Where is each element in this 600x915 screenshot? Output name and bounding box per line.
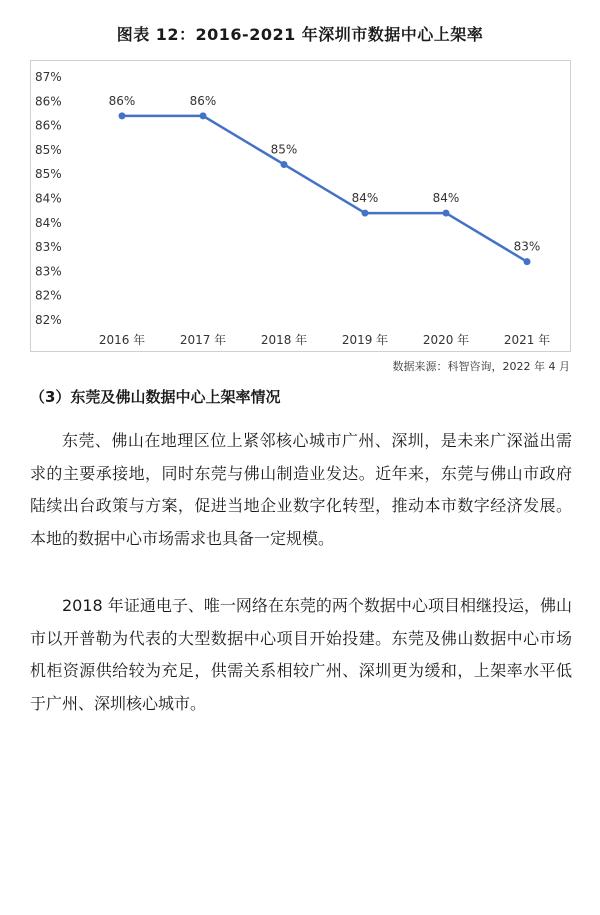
data-point xyxy=(200,112,207,119)
data-point xyxy=(362,210,369,217)
section-heading: （3）东莞及佛山数据中心上架率情况 xyxy=(30,388,281,406)
y-tick-label: 83% xyxy=(35,240,62,255)
paragraph-2: 2018 年证通电子、唯一网络在东莞的两个数据中心项目相继投运，佛山市以开普勒为代表的大型数据中心项目开始投建。东莞及佛山数据中心市场机柜资源供给较为充足，供需关系相较广州、深圳更为缓和，上架率水平低于广州、深圳核心城市。 xyxy=(30,596,572,713)
y-tick-label: 86% xyxy=(35,94,62,109)
data-point xyxy=(443,210,450,217)
data-label: 85% xyxy=(270,142,298,157)
data-label: 84% xyxy=(351,191,379,206)
figure-title: 图表 12：2016-2021 年深圳市数据中心上架率 xyxy=(116,25,484,44)
x-tick-label: 2020 年 xyxy=(422,333,470,347)
data-label: 83% xyxy=(513,239,541,254)
y-tick-label: 86% xyxy=(35,118,62,133)
x-tick-label: 2019 年 xyxy=(341,333,389,347)
line-chart xyxy=(31,61,570,351)
data-point xyxy=(281,161,288,168)
y-tick-label: 87% xyxy=(35,70,62,84)
data-label: 86% xyxy=(189,93,217,108)
y-tick-label: 85% xyxy=(35,167,62,182)
y-tick-label: 84% xyxy=(35,191,62,206)
data-point xyxy=(524,258,531,265)
data-source-note: 数据来源：科智咨询，2022 年 4 月 xyxy=(392,360,570,373)
y-tick-label: 82% xyxy=(35,288,62,303)
y-tick-label: 82% xyxy=(35,313,62,327)
series-line xyxy=(122,116,527,262)
data-label: 84% xyxy=(432,191,460,206)
x-tick-label: 2018 年 xyxy=(260,333,308,347)
x-tick-label: 2016 年 xyxy=(98,333,146,347)
chart-container xyxy=(30,60,571,352)
data-point xyxy=(119,112,126,119)
data-label: 86% xyxy=(108,93,136,108)
y-tick-label: 83% xyxy=(35,264,62,279)
x-tick-label: 2021 年 xyxy=(503,333,551,347)
y-tick-label: 85% xyxy=(35,142,62,157)
x-tick-label: 2017 年 xyxy=(179,333,227,347)
y-tick-label: 84% xyxy=(35,215,62,230)
paragraph-1: 东莞、佛山在地理区位上紧邻核心城市广州、深圳，是未来广深溢出需求的主要承接地，同时东莞与佛山制造业发达。近年来，东莞与佛山市政府陆续出台政策与方案，促进当地企业数字化转型，推动本市数字经济发展。本地的数据中心市场需求也具备一定规模。 xyxy=(30,431,572,548)
